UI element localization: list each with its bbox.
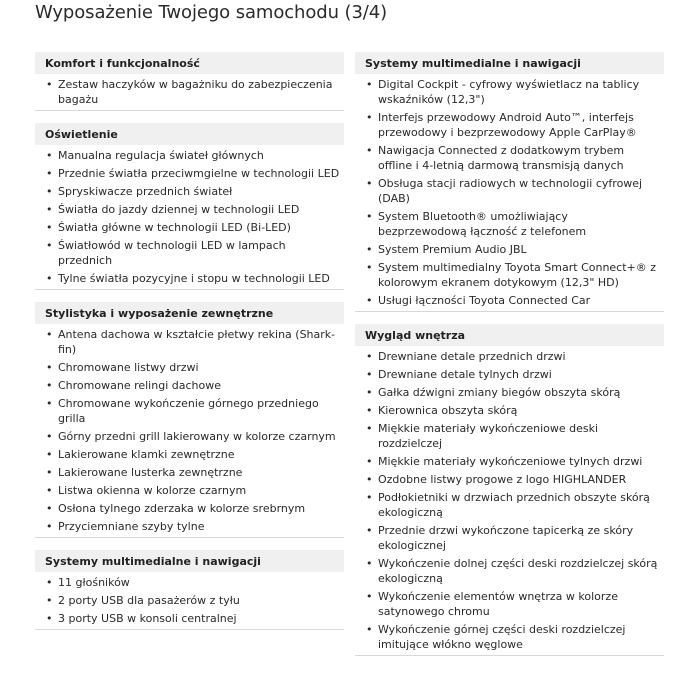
feature-list <box>35 572 344 626</box>
feature-text: System multimedialny Toyota Smart Connect+® z kolorowym ekranem dotykowym (12,3" HD) <box>378 261 657 289</box>
feature-text: Drewniane detale przednich drzwi <box>378 350 566 363</box>
feature-text: Przednie światła przeciwmgielne w technologii LED <box>58 167 340 180</box>
bullet-icon: • <box>366 491 373 504</box>
feature-item <box>355 556 664 586</box>
section-header: Oświetlenie <box>35 123 344 145</box>
feature-text: Chromowane wykończenie górnego przedniego grilla <box>58 397 319 425</box>
bullet-icon: • <box>366 623 373 636</box>
feature-item <box>35 501 344 516</box>
feature-text: Nawigacja Connected z dodatkowym trybem offline i 4-letnią darmową transmisją danych <box>378 144 625 172</box>
feature-text: 3 porty USB w konsoli centralnej <box>58 612 237 625</box>
bullet-icon: • <box>366 78 373 91</box>
feature-text: Wykończenie górnej części deski rozdzielczej imitujące włókno węglowe <box>378 623 626 651</box>
bullet-icon: • <box>46 239 53 252</box>
feature-text: Digital Cockpit - cyfrowy wyświetlacz na tablicy wskaźników (12,3") <box>378 78 640 106</box>
feature-item <box>35 148 344 163</box>
feature-item <box>355 589 664 619</box>
bullet-icon: • <box>46 379 53 392</box>
section-wyglad-wnetrza <box>355 324 664 656</box>
bullet-icon: • <box>366 404 373 417</box>
feature-list <box>355 74 664 308</box>
feature-item <box>355 260 664 290</box>
feature-item <box>35 519 344 534</box>
feature-text: Miękkie materiały wykończeniowe tylnych drzwi <box>378 455 643 468</box>
feature-text: Drewniane detale tylnych drzwi <box>378 368 552 381</box>
bullet-icon: • <box>46 149 53 162</box>
feature-text: Lakierowane lusterka zewnętrzne <box>58 466 243 479</box>
section-header: Stylistyka i wyposażenie zewnętrzne <box>35 302 344 324</box>
bullet-icon: • <box>46 203 53 216</box>
feature-item <box>35 465 344 480</box>
bullet-icon: • <box>46 594 53 607</box>
feature-text: Spryskiwacze przednich świateł <box>58 185 233 198</box>
feature-text: Zestaw haczyków w bagażniku do zabezpieczenia bagażu <box>58 78 333 106</box>
feature-text: Kierownica obszyta skórą <box>378 404 518 417</box>
bullet-icon: • <box>46 576 53 589</box>
feature-item <box>35 447 344 462</box>
page-title: Wyposażenie Twojego samochodu (3/4) <box>35 2 388 23</box>
feature-text: Wykończenie dolnej części deski rozdzielczej skórą ekologiczną <box>378 557 658 585</box>
feature-text: Manualna regulacja świateł głównych <box>58 149 264 162</box>
feature-text: Wykończenie elementów wnętrza w kolorze satynowego chromu <box>378 590 618 618</box>
feature-item <box>355 367 664 382</box>
bullet-icon: • <box>366 368 373 381</box>
bullet-icon: • <box>366 590 373 603</box>
feature-item <box>355 242 664 257</box>
bullet-icon: • <box>46 167 53 180</box>
feature-item <box>355 490 664 520</box>
bullet-icon: • <box>46 328 53 341</box>
feature-item <box>355 403 664 418</box>
feature-text: Światła główne w technologii LED (Bi-LED) <box>58 221 291 234</box>
feature-text: Antena dachowa w kształcie płetwy rekina (Shark-fin) <box>58 328 336 356</box>
bullet-icon: • <box>46 448 53 461</box>
section-header: Komfort i funkcjonalność <box>35 52 344 74</box>
feature-item <box>35 593 344 608</box>
feature-item <box>35 396 344 426</box>
feature-text: Interfejs przewodowy Android Auto™, interfejs przewodowy i bezprzewodowy Apple CarPlay® <box>378 111 637 139</box>
bullet-icon: • <box>366 243 373 256</box>
feature-item <box>35 77 344 107</box>
bullet-icon: • <box>46 361 53 374</box>
left-column <box>35 52 344 642</box>
feature-text: Przyciemniane szyby tylne <box>58 520 205 533</box>
feature-text: 11 głośników <box>58 576 130 589</box>
bullet-icon: • <box>46 466 53 479</box>
feature-item <box>355 454 664 469</box>
section-header: Systemy multimedialne i nawigacji <box>355 52 664 74</box>
feature-text: System Bluetooth® umożliwiający bezprzewodową łączność z telefonem <box>378 210 587 238</box>
section-divider <box>35 629 344 630</box>
feature-list <box>35 324 344 534</box>
feature-text: Chromowane listwy drzwi <box>58 361 199 374</box>
section-divider <box>35 537 344 538</box>
feature-item <box>35 220 344 235</box>
section-header: Wygląd wnętrza <box>355 324 664 346</box>
feature-item <box>35 271 344 286</box>
feature-item <box>355 349 664 364</box>
bullet-icon: • <box>366 473 373 486</box>
bullet-icon: • <box>366 524 373 537</box>
section-divider <box>355 655 664 656</box>
feature-text: Usługi łączności Toyota Connected Car <box>378 294 591 307</box>
feature-text: Przednie drzwi wykończone tapicerką ze skóry ekologicznej <box>378 524 634 552</box>
bullet-icon: • <box>366 386 373 399</box>
bullet-icon: • <box>46 221 53 234</box>
feature-item <box>35 360 344 375</box>
feature-text: Tylne światła pozycyjne i stopu w technologii LED <box>58 272 330 285</box>
feature-text: Miękkie materiały wykończeniowe deski rozdzielczej <box>378 422 599 450</box>
feature-list <box>35 74 344 107</box>
section-komfort-i-funkcjonalnosc <box>35 52 344 111</box>
section-stylistyka-i-wyposazenie-zewnetrzne <box>35 302 344 538</box>
feature-text: Światła do jazdy dziennej w technologii LED <box>58 203 300 216</box>
feature-item <box>355 421 664 451</box>
section-header: Systemy multimedialne i nawigacji <box>35 550 344 572</box>
bullet-icon: • <box>366 350 373 363</box>
bullet-icon: • <box>366 557 373 570</box>
section-oswietlenie <box>35 123 344 290</box>
feature-item <box>355 77 664 107</box>
feature-item <box>35 238 344 268</box>
bullet-icon: • <box>46 502 53 515</box>
feature-text: Górny przedni grill lakierowany w kolorze czarnym <box>58 430 336 443</box>
bullet-icon: • <box>366 455 373 468</box>
section-systemy-multimedialne-i-nawigacji <box>35 550 344 630</box>
feature-item <box>355 176 664 206</box>
feature-text: System Premium Audio JBL <box>378 243 527 256</box>
bullet-icon: • <box>46 185 53 198</box>
feature-item <box>35 575 344 590</box>
feature-item <box>35 202 344 217</box>
feature-item <box>35 611 344 626</box>
bullet-icon: • <box>46 484 53 497</box>
section-divider <box>35 110 344 111</box>
bullet-icon: • <box>46 78 53 91</box>
bullet-icon: • <box>46 612 53 625</box>
feature-list <box>35 145 344 286</box>
feature-list <box>355 346 664 652</box>
bullet-icon: • <box>366 210 373 223</box>
feature-item <box>355 110 664 140</box>
feature-item <box>35 378 344 393</box>
bullet-icon: • <box>46 430 53 443</box>
bullet-icon: • <box>366 144 373 157</box>
bullet-icon: • <box>366 177 373 190</box>
feature-item <box>355 143 664 173</box>
feature-item <box>355 385 664 400</box>
feature-text: Obsługa stacji radiowych w technologii cyfrowej (DAB) <box>378 177 643 205</box>
bullet-icon: • <box>46 397 53 410</box>
feature-item <box>355 209 664 239</box>
bullet-icon: • <box>366 294 373 307</box>
feature-item <box>35 327 344 357</box>
section-divider <box>35 289 344 290</box>
feature-text: Osłona tylnego zderzaka w kolorze srebrnym <box>58 502 306 515</box>
bullet-icon: • <box>366 261 373 274</box>
feature-item <box>355 622 664 652</box>
right-column <box>355 52 664 668</box>
section-systemy-multimedialne-i-nawigacji <box>355 52 664 312</box>
feature-text: Podłokietniki w drzwiach przednich obszyte skórą ekologiczną <box>378 491 650 519</box>
feature-item <box>35 184 344 199</box>
feature-item <box>355 523 664 553</box>
feature-text: Chromowane relingi dachowe <box>58 379 221 392</box>
bullet-icon: • <box>366 422 373 435</box>
feature-text: Ozdobne listwy progowe z logo HIGHLANDER <box>378 473 627 486</box>
feature-text: 2 porty USB dla pasażerów z tyłu <box>58 594 240 607</box>
feature-text: Światłowód w technologii LED w lampach przednich <box>58 239 286 267</box>
feature-item <box>35 166 344 181</box>
feature-item <box>355 293 664 308</box>
section-divider <box>355 311 664 312</box>
bullet-icon: • <box>46 272 53 285</box>
feature-text: Listwa okienna w kolorze czarnym <box>58 484 247 497</box>
feature-item <box>35 429 344 444</box>
feature-text: Lakierowane klamki zewnętrzne <box>58 448 235 461</box>
feature-item <box>355 472 664 487</box>
feature-text: Gałka dźwigni zmiany biegów obszyta skórą <box>378 386 621 399</box>
bullet-icon: • <box>46 520 53 533</box>
feature-item <box>35 483 344 498</box>
bullet-icon: • <box>366 111 373 124</box>
